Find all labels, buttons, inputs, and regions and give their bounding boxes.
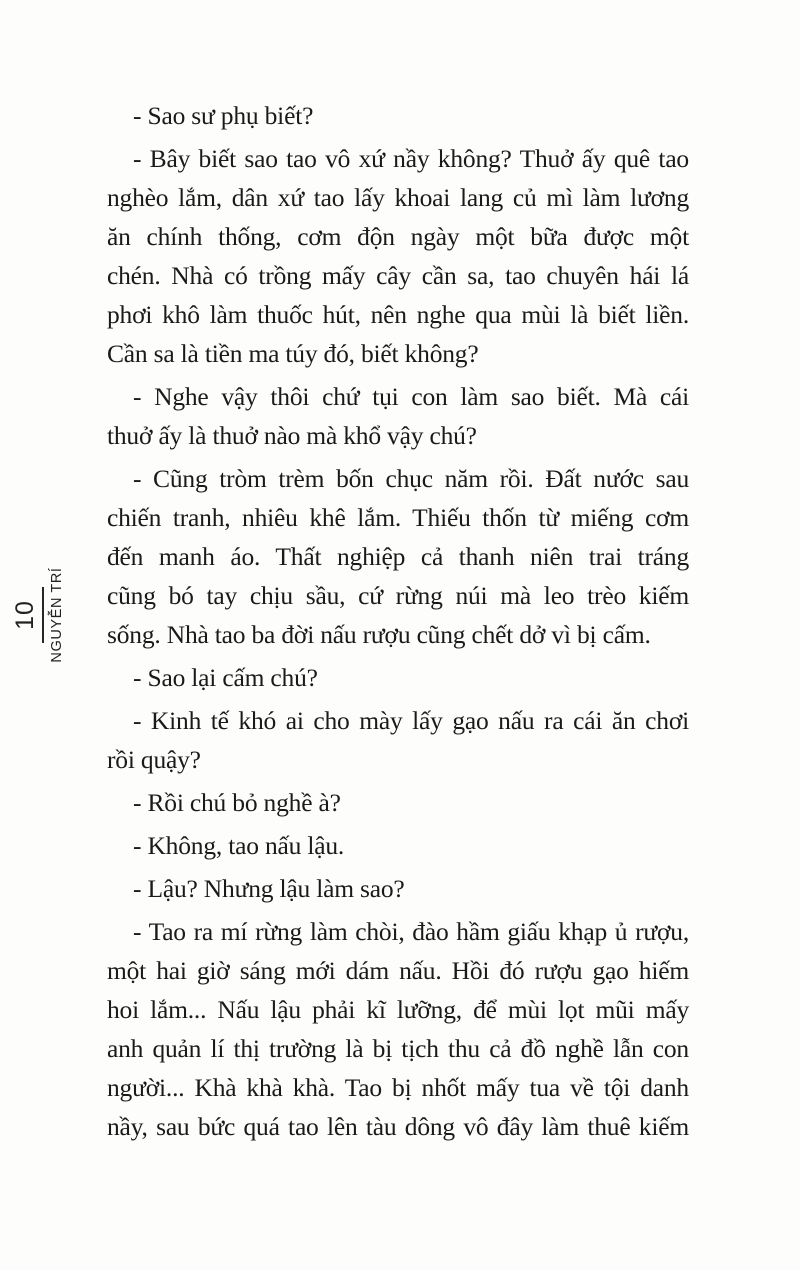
paragraph — [107, 783, 689, 822]
text-line: - Kinh tế khó ai cho mày lấy gạo nấu ra cái ăn chơi — [133, 706, 689, 735]
text-line: - Sao sư phụ biết? — [133, 101, 314, 130]
text-line: - Lậu? Nhưng lậu làm sao? — [133, 874, 405, 903]
text-line: rồi quậy? — [107, 745, 201, 774]
text-line: thuở ấy là thuở nào mà khổ vậy chú? — [107, 421, 477, 450]
paragraph — [107, 658, 689, 697]
text-line: người... Khà khà khà. Tao bị nhốt mấy tua về tội danh — [107, 1073, 689, 1102]
text-line: - Nghe vậy thôi chứ tụi con làm sao biết. Mà cái — [133, 382, 689, 411]
text-line: - Không, tao nấu lậu. — [133, 831, 345, 860]
paragraph — [107, 701, 689, 779]
text-line: - Sao lại cấm chú? — [133, 663, 318, 692]
text-line: - Cũng tròm trèm bốn chục năm rồi. Đất nước sau — [133, 464, 689, 493]
text-line: anh quản lí thị trường là bị tịch thu cả đồ nghề lẫn con — [107, 1034, 689, 1063]
text-line: một hai giờ sáng mới dám nấu. Hồi đó rượu gạo hiếm — [107, 956, 689, 985]
page-number: 10 — [11, 600, 39, 630]
author-name: NGUYỄN TRÍ — [49, 567, 65, 663]
text-line: chén. Nhà có trồng mấy cây cần sa, tao chuyên hái lá — [107, 261, 689, 290]
paragraph — [107, 139, 689, 373]
text-line: cũng bó tay chịu sầu, cứ rừng núi mà leo trèo kiếm — [107, 581, 689, 610]
text-line: - Bây biết sao tao vô xứ nầy không? Thuở ấy quê tao — [133, 144, 689, 173]
text-line: phơi khô làm thuốc hút, nên nghe qua mùi là biết liền. — [107, 300, 689, 329]
text-line: chiến tranh, nhiêu khê lắm. Thiếu thốn từ miếng cơm — [107, 503, 689, 532]
text-line: nghèo lắm, dân xứ tao lấy khoai lang củ mì làm lương — [107, 183, 689, 212]
paragraph — [107, 826, 689, 865]
paragraph — [107, 869, 689, 908]
text-line: nầy, sau bức quá tao lên tàu dông vô đây làm thuê kiếm — [107, 1112, 689, 1141]
paragraph — [107, 96, 689, 135]
text-line: hoi lắm... Nấu lậu phải kĩ lưỡng, để mùi lọt mũi mấy — [107, 995, 689, 1024]
text-line: ăn chính thống, cơm độn ngày một bữa được một — [107, 222, 689, 251]
divider-line — [42, 587, 44, 643]
text-line: - Rồi chú bỏ nghề à? — [133, 788, 341, 817]
paragraph — [107, 459, 689, 654]
paragraph — [107, 912, 689, 1146]
paragraph — [107, 377, 689, 455]
text-line: sống. Nhà tao ba đời nấu rượu cũng chết dở vì bị cấm. — [107, 620, 651, 649]
text-line: đến manh áo. Thất nghiệp cả thanh niên trai tráng — [107, 542, 689, 571]
text-line: - Tao ra mí rừng làm chòi, đào hầm giấu khạp ủ rượu, — [133, 917, 689, 946]
text-line: Cần sa là tiền ma túy đó, biết không? — [107, 339, 479, 368]
body-text — [107, 96, 689, 1146]
margin-label — [10, 554, 68, 676]
